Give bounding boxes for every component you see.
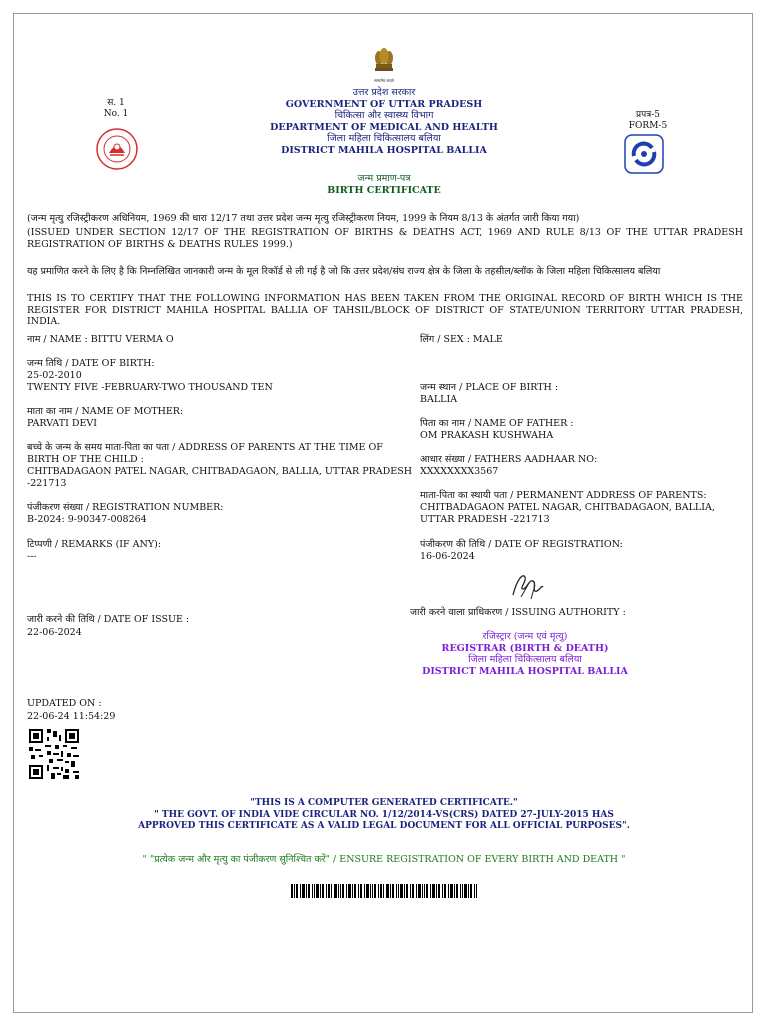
barcode-icon — [291, 884, 477, 898]
dob-label: जन्म तिथि / DATE OF BIRTH: — [27, 358, 155, 369]
government-title: GOVERNMENT OF UTTAR PRADESH — [285, 98, 483, 110]
registrar-title: REGISTRAR (BIRTH & DEATH) — [441, 642, 609, 654]
dob-words: TWENTY FIVE -FEBRUARY-TWO THOUSAND TEN — [27, 382, 273, 393]
registrar-hindi: रजिस्ट्रार (जन्म एवं मृत्यु) — [482, 631, 568, 642]
mother-label: माता का नाम / NAME OF MOTHER: — [27, 406, 184, 417]
updated-label: UPDATED ON : — [27, 698, 102, 709]
updated-value: 22-06-24 11:54:29 — [27, 711, 116, 722]
permanent-address-line1: CHITBADAGAON PATEL NAGAR, CHITBADAGAON, BALLIA, — [420, 502, 715, 513]
father-name: OM PRAKASH KUSHWAHA — [420, 430, 554, 441]
child-name: नाम / NAME : BITTU VERMA O — [27, 334, 174, 345]
pob-value: BALLIA — [420, 394, 458, 405]
address-line1: CHITBADAGAON PATEL NAGAR, CHITBADAGAON, BALLIA, UTTAR PRADESH — [27, 466, 412, 477]
registration-label: पंजीकरण संख्या / REGISTRATION NUMBER: — [27, 502, 224, 513]
remarks-label: टिप्पणी / REMARKS (IF ANY): — [27, 539, 162, 550]
registration-slogan: " "प्रत्येक जन्म और मृत्यु का पंजीकरण सुनिश्चित करें" / ENSURE REGISTRATION OF EVERY BIRTH AND DEATH " — [142, 854, 626, 865]
barcode — [291, 883, 477, 902]
issue-date-label: जारी करने की तिथि / DATE OF ISSUE : — [27, 614, 190, 625]
seal-icon — [95, 127, 139, 171]
computer-generated-note: "THIS IS A COMPUTER GENERATED CERTIFICATE." — [250, 798, 518, 808]
registration-number: B-2024: 9-90347-008264 — [27, 514, 147, 525]
signature-icon — [507, 569, 547, 603]
crs-logo-icon — [624, 134, 664, 174]
pob-label: जन्म स्थान / PLACE OF BIRTH : — [420, 382, 559, 393]
hospital-title: DISTRICT MAHILA HOSPITAL BALLIA — [281, 144, 487, 156]
issued-under-hindi: (जन्म मृत्यु रजिस्ट्रीकरण अधिनियम, 1969 की धारा 12/17 तथा उत्तर प्रदेश जन्म मृत्यु रजिस्ट्रीकरण नियम, 1999 के नियम 8/13 के अंतर्गत जारी किया गया) — [27, 213, 580, 224]
mother-name: PARVATI DEVI — [27, 418, 98, 429]
father-label: पिता का नाम / NAME OF FATHER : — [420, 418, 574, 429]
permanent-address-label: माता-पिता का स्थायी पता / PERMANENT ADDRESS OF PARENTS: — [420, 490, 707, 501]
serial-number: No. 1 — [103, 109, 129, 119]
state-hindi: उत्तर प्रदेश सरकार — [352, 87, 416, 98]
registrar-signature — [507, 569, 547, 607]
registration-date: 16-06-2024 — [420, 551, 475, 562]
registration-date-label: पंजीकरण की तिथि / DATE OF REGISTRATION: — [420, 539, 623, 550]
certify-hindi: यह प्रमाणित करने के लिए है कि निम्नलिखित जानकारी जन्म के मूल रिकॉर्ड से ली गई है जो कि उत्तर प्रदेश/संघ राज्य क्षेत्र के जिला के तहसील/ब्लॉक के जिला महिला चिकित्सालय बलिया — [27, 266, 661, 277]
sex: लिंग / SEX : MALE — [420, 334, 503, 345]
issued-under: (ISSUED UNDER SECTION 12/17 OF THE REGISTRATION OF BIRTHS & DEATHS ACT, 1969 AND RULE 8/13 OF THE UTTAR PRADESH REGISTRATION OF BIRTHS & DEATHS RULES 1999.) — [27, 227, 743, 250]
form-number: FORM-5 — [628, 121, 668, 131]
aadhaar-label: आधार संख्या / FATHERS AADHAAR NO: — [420, 454, 598, 465]
qr-code-icon — [29, 729, 79, 779]
certify-statement: THIS IS TO CERTIFY THAT THE FOLLOWING INFORMATION HAS BEEN TAKEN FROM THE ORIGINAL RECORD OF BIRTH WHICH IS THE REGISTER FOR DISTRICT MAHILA HOSPITAL BALLIA OF TAHSIL/BLOCK OF DISTRICT OF STATE/UNION TERRITORY UTTAR PRADESH, INDIA. — [27, 293, 743, 327]
issue-date: 22-06-2024 — [27, 627, 82, 638]
remarks-value: --- — [27, 551, 37, 562]
issuing-authority-label: जारी करने वाला प्राधिकरण / ISSUING AUTHORITY : — [410, 607, 626, 618]
circular-note-line2: APPROVED THIS CERTIFICATE AS A VALID LEGAL DOCUMENT FOR ALL OFFICIAL PURPOSES". — [138, 821, 630, 831]
national-emblem — [364, 46, 404, 83]
address-label-line1: बच्चे के जन्म के समय माता-पिता का पता / ADDRESS OF PARENTS AT THE TIME OF — [27, 442, 383, 453]
circular-note-line1: " THE GOVT. OF INDIA VIDE CIRCULAR NO. 1/12/2014-VS(CRS) DATED 27-JULY-2015 HAS — [154, 809, 614, 820]
address-line2: -221713 — [27, 478, 67, 489]
hospital-hindi: जिला महिला चिकित्सालय बलिया — [327, 133, 441, 144]
department-title: DEPARTMENT OF MEDICAL AND HEALTH — [270, 121, 498, 133]
permanent-address-line2: UTTAR PRADESH -221713 — [420, 514, 550, 525]
address-label-line2: BIRTH OF THE CHILD : — [27, 454, 144, 465]
certificate-title: BIRTH CERTIFICATE — [327, 184, 441, 196]
crs-logo — [624, 134, 664, 178]
qr-code — [29, 729, 79, 783]
emblem-motto: सत्यमेव जयते — [374, 78, 394, 83]
aadhaar-value: XXXXXXXX3567 — [420, 466, 499, 477]
registrar-hospital: DISTRICT MAHILA HOSPITAL BALLIA — [422, 665, 628, 677]
department-hindi: चिकित्सा और स्वास्थ्य विभाग — [334, 110, 434, 121]
emblem-icon — [371, 46, 397, 74]
serial-number-hindi: स. 1 — [107, 98, 125, 108]
up-government-seal — [95, 127, 139, 175]
registrar-hospital-hindi: जिला महिला चिकित्सालय बलिया — [468, 654, 582, 665]
certificate-title-hindi: जन्म प्रमाण-पत्र — [357, 173, 411, 184]
form-number-hindi: प्रपत्र-5 — [636, 110, 660, 120]
dob-value: 25-02-2010 — [27, 370, 82, 381]
